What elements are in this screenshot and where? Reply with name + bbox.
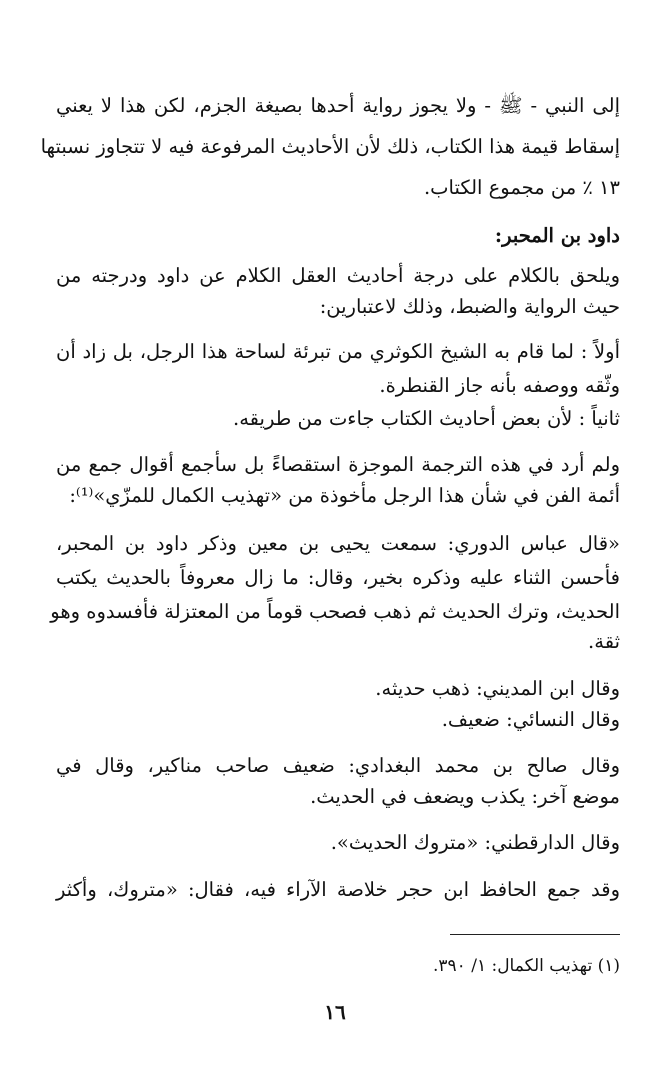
text-line: إلى النبي - ﷺ - ولا يجوز رواية أحدها بصيغة الجزم، لكن هذا لا يعني — [56, 94, 620, 117]
text-line: إسقاط قيمة هذا الكتاب، ذلك لأن الأحاديث المرفوعة فيه لا تتجاوز نسبتها — [40, 135, 620, 158]
page-number: ١٦ — [324, 1000, 346, 1024]
section-heading: داود بن المحبر: — [494, 224, 620, 247]
text-line: وثّقه ووصفه بأنه جاز القنطرة. — [379, 374, 620, 397]
list-item-second: ثانياً : لأن بعض أحاديث الكتاب جاءت من طريقه. — [233, 407, 620, 430]
quote-line: وقد جمع الحافظ ابن حجر خلاصة الآراء فيه، فقال: «متروك، وأكثر — [56, 878, 620, 901]
text-line: حيث الرواية والضبط، وذلك لاعتبارين: — [319, 295, 620, 318]
quote-line: وقال النسائي: ضعيف. — [441, 708, 620, 731]
text-line: أئمة الفن في شأن هذا الرجل مأخوذة من «تهذيب الكمال للمزّي»⁽¹⁾: — [69, 484, 620, 507]
text-line: ١٣ ٪ من مجموع الكتاب. — [423, 176, 620, 199]
quote-line: الحديث، وترك الحديث ثم ذهب فصحب قوماً من المعتزلة فأفسدوه وهو — [50, 600, 620, 623]
text-line: ويلحق بالكلام على درجة أحاديث العقل الكلام عن داود ودرجته من — [56, 264, 620, 287]
quote-line: وقال صالح بن محمد البغدادي: ضعيف صاحب مناكير، وقال في — [56, 754, 620, 777]
quote-line: فأحسن الثناء عليه وذكره بخير، وقال: ما زال معروفاً بالحديث يكتب — [56, 566, 620, 589]
quote-line: وقال الدارقطني: «متروك الحديث». — [330, 831, 620, 854]
footnote-divider — [450, 934, 620, 935]
quote-line: موضع آخر: يكذب ويضعف في الحديث. — [310, 785, 620, 808]
footnote: (١) تهذيب الكمال: ١/ ٣٩٠. — [432, 956, 620, 976]
text-line: ولم أرد في هذه الترجمة الموجزة استقصاءً بل سأجمع أقوال جمع من — [56, 453, 620, 476]
quote-line: «قال عباس الدوري: سمعت يحيى بن معين وذكر داود بن المحبر، — [56, 532, 620, 555]
quote-line: وقال ابن المديني: ذهب حديثه. — [375, 677, 620, 700]
quote-line: ثقة. — [588, 630, 620, 653]
list-item-first: أولاً : لما قام به الشيخ الكوثري من تبرئة لساحة هذا الرجل، بل زاد أن — [56, 340, 620, 363]
